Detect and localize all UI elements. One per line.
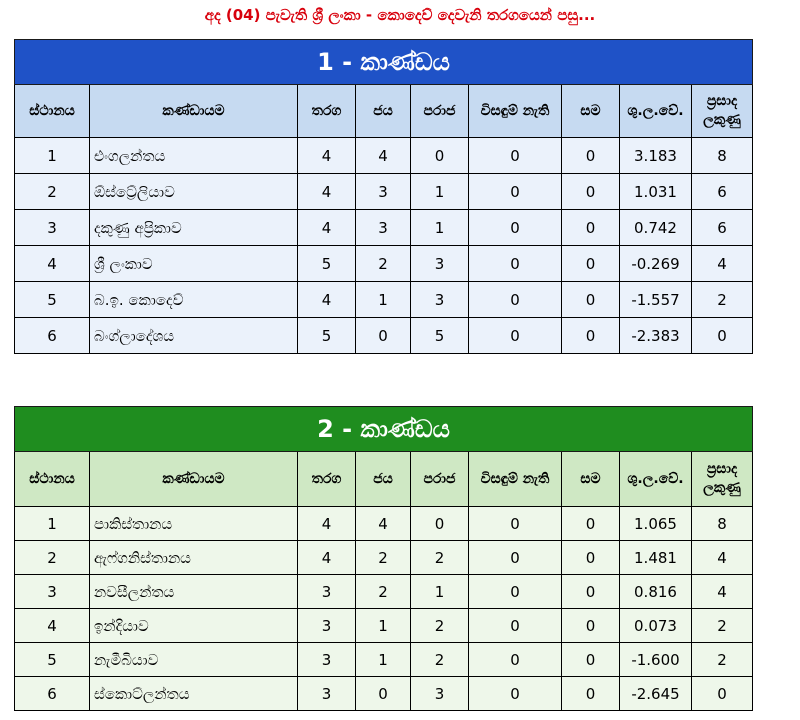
nrr-cell: 3.183 — [620, 138, 692, 174]
col-header-no-result: විසඳුම් නැති — [469, 452, 562, 507]
no-result-cell: 0 — [469, 677, 562, 711]
lost-cell: 0 — [411, 138, 469, 174]
position-cell: 3 — [15, 575, 90, 609]
nrr-cell: 1.065 — [620, 507, 692, 541]
played-cell: 5 — [298, 318, 356, 354]
nrr-cell: -2.645 — [620, 677, 692, 711]
team-cell: ඉන්දියාව — [90, 609, 298, 643]
lost-cell: 3 — [411, 282, 469, 318]
points-cell: 4 — [692, 575, 753, 609]
lost-cell: 3 — [411, 246, 469, 282]
team-cell: නැමීබියාව — [90, 643, 298, 677]
played-cell: 3 — [298, 609, 356, 643]
points-cell: 8 — [692, 138, 753, 174]
nrr-cell: -2.383 — [620, 318, 692, 354]
won-cell: 2 — [356, 246, 411, 282]
played-cell: 3 — [298, 643, 356, 677]
team-cell: ඇෆ්ගනිස්තානය — [90, 541, 298, 575]
tied-cell: 0 — [562, 282, 620, 318]
lost-cell: 3 — [411, 677, 469, 711]
page-caption: අද (04) පැවැති ශ්‍රී ලංකා - කොදෙව් දෙවැනි තරගයෙන් පසු... — [204, 6, 596, 24]
team-cell: එංගලන්තය — [90, 138, 298, 174]
tied-cell: 0 — [562, 643, 620, 677]
nrr-cell: 1.481 — [620, 541, 692, 575]
won-cell: 2 — [356, 541, 411, 575]
no-result-cell: 0 — [469, 246, 562, 282]
position-cell: 3 — [15, 210, 90, 246]
team-cell: බ.ඉ. කොදෙව් — [90, 282, 298, 318]
won-cell: 3 — [356, 210, 411, 246]
tied-cell: 0 — [562, 575, 620, 609]
col-header-lost: පරාජ — [411, 85, 469, 138]
table-row — [15, 318, 753, 354]
played-cell: 4 — [298, 210, 356, 246]
tied-cell: 0 — [562, 541, 620, 575]
position-cell: 6 — [15, 677, 90, 711]
table-row — [15, 282, 753, 318]
points-cell: 4 — [692, 541, 753, 575]
won-cell: 4 — [356, 138, 411, 174]
team-cell: ශ්‍රී ලංකාව — [90, 246, 298, 282]
tied-cell: 0 — [562, 507, 620, 541]
col-header-position: ස්ථානය — [15, 452, 90, 507]
no-result-cell: 0 — [469, 541, 562, 575]
points-cell: 6 — [692, 210, 753, 246]
played-cell: 4 — [298, 174, 356, 210]
points-cell: 4 — [692, 246, 753, 282]
won-cell: 3 — [356, 174, 411, 210]
col-header-played: තරග — [298, 452, 356, 507]
points-cell: 6 — [692, 174, 753, 210]
no-result-cell: 0 — [469, 609, 562, 643]
team-cell: ස්කොට්ලන්තය — [90, 677, 298, 711]
lost-cell: 1 — [411, 575, 469, 609]
group-1-table — [14, 39, 753, 354]
tied-cell: 0 — [562, 138, 620, 174]
won-cell: 0 — [356, 677, 411, 711]
tied-cell: 0 — [562, 318, 620, 354]
points-cell: 8 — [692, 507, 753, 541]
lost-cell: 2 — [411, 643, 469, 677]
col-header-position: ස්ථානය — [15, 85, 90, 138]
group-title: 2 - කාණ්ඩය — [15, 407, 753, 452]
col-header-net-run-rate: ශු.ල.වේ. — [620, 85, 692, 138]
col-header-net-run-rate: ශු.ල.වේ. — [620, 452, 692, 507]
table-row — [15, 575, 753, 609]
points-cell: 2 — [692, 643, 753, 677]
position-cell: 1 — [15, 138, 90, 174]
team-cell: පාකිස්තානය — [90, 507, 298, 541]
points-cell: 0 — [692, 677, 753, 711]
won-cell: 0 — [356, 318, 411, 354]
col-header-points: ප්‍රසාද ලකුණු — [692, 452, 753, 507]
table-row — [15, 609, 753, 643]
no-result-cell: 0 — [469, 575, 562, 609]
table-row — [15, 210, 753, 246]
nrr-cell: 1.031 — [620, 174, 692, 210]
table-row — [15, 541, 753, 575]
col-header-no-result: විසඳුම් නැති — [469, 85, 562, 138]
lost-cell: 5 — [411, 318, 469, 354]
points-cell: 2 — [692, 609, 753, 643]
won-cell: 4 — [356, 507, 411, 541]
col-header-team: කණ්ඩායම — [90, 452, 298, 507]
no-result-cell: 0 — [469, 643, 562, 677]
position-cell: 1 — [15, 507, 90, 541]
position-cell: 4 — [15, 246, 90, 282]
no-result-cell: 0 — [469, 138, 562, 174]
points-cell: 2 — [692, 282, 753, 318]
table-row — [15, 643, 753, 677]
won-cell: 1 — [356, 609, 411, 643]
no-result-cell: 0 — [469, 318, 562, 354]
tied-cell: 0 — [562, 174, 620, 210]
nrr-cell: 0.073 — [620, 609, 692, 643]
table-row — [15, 138, 753, 174]
team-cell: ඕස්ට්‍රේලියාව — [90, 174, 298, 210]
played-cell: 4 — [298, 541, 356, 575]
played-cell: 3 — [298, 677, 356, 711]
position-cell: 5 — [15, 643, 90, 677]
team-cell: බංග්ලාදේශය — [90, 318, 298, 354]
nrr-cell: 0.742 — [620, 210, 692, 246]
tied-cell: 0 — [562, 677, 620, 711]
lost-cell: 2 — [411, 609, 469, 643]
position-cell: 2 — [15, 541, 90, 575]
position-cell: 6 — [15, 318, 90, 354]
col-header-won: ජය — [356, 452, 411, 507]
col-header-played: තරග — [298, 85, 356, 138]
table-row — [15, 246, 753, 282]
group-2-table — [14, 406, 753, 711]
lost-cell: 1 — [411, 210, 469, 246]
tied-cell: 0 — [562, 609, 620, 643]
team-cell: දකුණු අප්‍රිකාව — [90, 210, 298, 246]
team-cell: නවසීලන්තය — [90, 575, 298, 609]
lost-cell: 2 — [411, 541, 469, 575]
played-cell: 4 — [298, 138, 356, 174]
group-title: 1 - කාණ්ඩය — [15, 40, 753, 85]
position-cell: 2 — [15, 174, 90, 210]
col-header-won: ජය — [356, 85, 411, 138]
col-header-tied: සම — [562, 452, 620, 507]
played-cell: 5 — [298, 246, 356, 282]
tied-cell: 0 — [562, 210, 620, 246]
nrr-cell: -0.269 — [620, 246, 692, 282]
table-row — [15, 677, 753, 711]
won-cell: 2 — [356, 575, 411, 609]
won-cell: 1 — [356, 643, 411, 677]
lost-cell: 1 — [411, 174, 469, 210]
col-header-points: ප්‍රසාද ලකුණු — [692, 85, 753, 138]
col-header-tied: සම — [562, 85, 620, 138]
won-cell: 1 — [356, 282, 411, 318]
no-result-cell: 0 — [469, 507, 562, 541]
nrr-cell: 0.816 — [620, 575, 692, 609]
nrr-cell: -1.600 — [620, 643, 692, 677]
lost-cell: 0 — [411, 507, 469, 541]
nrr-cell: -1.557 — [620, 282, 692, 318]
table-row — [15, 507, 753, 541]
played-cell: 4 — [298, 282, 356, 318]
no-result-cell: 0 — [469, 282, 562, 318]
tied-cell: 0 — [562, 246, 620, 282]
position-cell: 5 — [15, 282, 90, 318]
position-cell: 4 — [15, 609, 90, 643]
played-cell: 4 — [298, 507, 356, 541]
no-result-cell: 0 — [469, 174, 562, 210]
col-header-lost: පරාජ — [411, 452, 469, 507]
no-result-cell: 0 — [469, 210, 562, 246]
played-cell: 3 — [298, 575, 356, 609]
col-header-team: කණ්ඩායම — [90, 85, 298, 138]
points-cell: 0 — [692, 318, 753, 354]
table-row — [15, 174, 753, 210]
